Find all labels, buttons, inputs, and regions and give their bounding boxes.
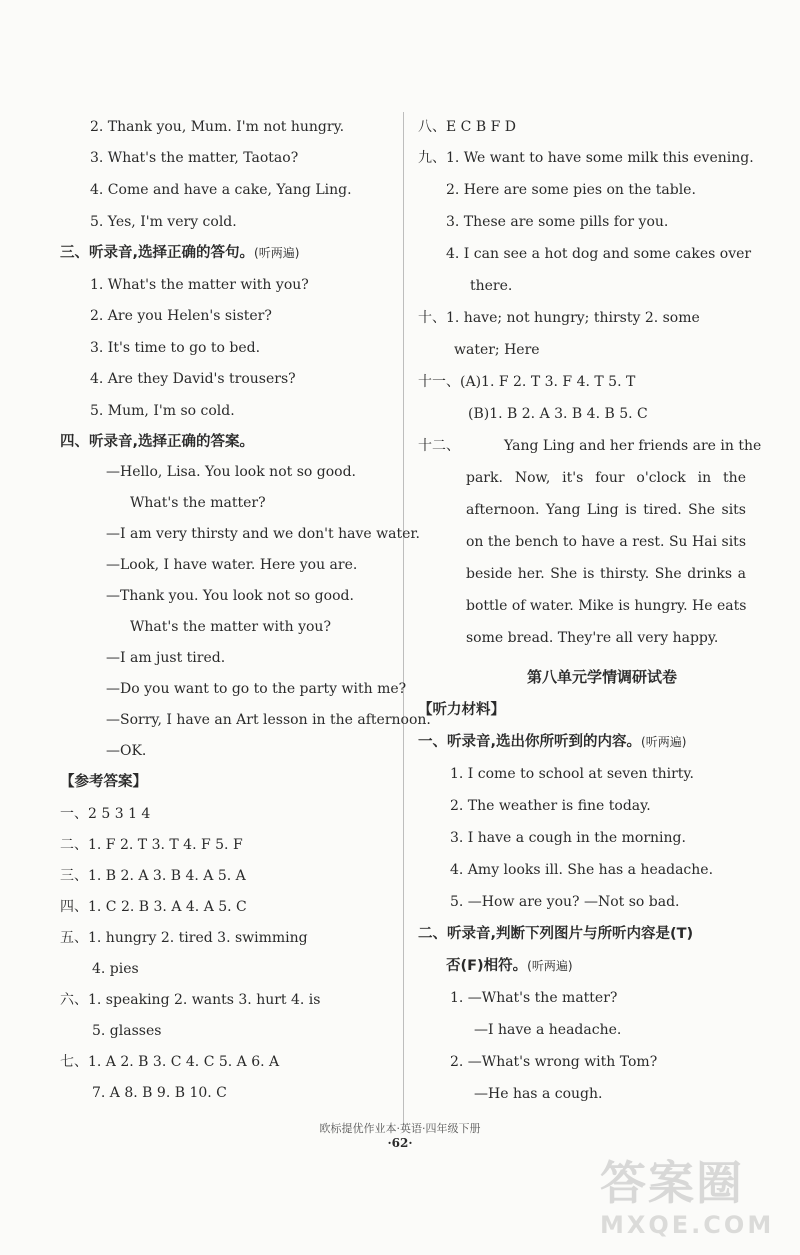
sec3-item-2: 2. Are you Helen's sister? <box>90 308 272 324</box>
dialog-line-5: —Thank you. You look not so good. <box>106 588 354 604</box>
left-line-1: 2. Thank you, Mum. I'm not hungry. <box>90 119 345 135</box>
s2-item-1: 1. —What's the matter? <box>450 990 618 1006</box>
s1-item-2: 2. The weather is fine today. <box>450 798 651 814</box>
listening-section-1-heading: 一、听录音,选出你所听到的内容。(听两遍) <box>418 734 687 750</box>
left-line-2: 3. What's the matter, Taotao? <box>90 150 299 166</box>
answer-9-2: 2. Here are some pies on the table. <box>446 182 696 198</box>
dialog-line-1: —Hello, Lisa. You look not so good. <box>106 464 356 480</box>
answer-6b: 5. glasses <box>92 1023 162 1039</box>
answer-9-4: 4. I can see a hot dog and some cakes over <box>446 246 752 262</box>
sec3-item-1: 1. What's the matter with you? <box>90 277 309 293</box>
passage-line: some bread. They're all very happy. <box>466 630 719 646</box>
s1-item-5: 5. —How are you? —Not so bad. <box>450 894 680 910</box>
dialog-line-3: —I am very thirsty and we don't have water. <box>106 526 420 542</box>
dialog-line-7: —I am just tired. <box>106 650 226 666</box>
s1-item-4: 4. Amy looks ill. She has a headache. <box>450 862 714 878</box>
passage-line: on the bench to have a rest. Su Hai sits <box>466 534 746 550</box>
answer-5b: 4. pies <box>92 961 139 977</box>
listening-section-2-heading: 二、听录音,判断下列图片与所听内容是(T) <box>418 926 694 942</box>
answer-12-label: 十二、 <box>418 438 460 454</box>
sec3-item-3: 3. It's time to go to bed. <box>90 340 261 356</box>
passage-line: Yang Ling and her friends are in the <box>504 438 762 454</box>
footer-book-title: 欧标提优作业本·英语·四年级下册 <box>319 1122 481 1135</box>
dialog-line-2: What's the matter? <box>130 495 266 511</box>
answer-10b: water; Here <box>454 342 540 358</box>
unit-title: 第八单元学情调研试卷 <box>526 668 677 686</box>
answer-4: 四、1. C 2. B 3. A 4. A 5. C <box>60 899 247 915</box>
sec3-item-5: 5. Mum, I'm so cold. <box>90 403 235 419</box>
s2-item-1b: —I have a headache. <box>474 1022 622 1038</box>
s2-item-2: 2. —What's wrong with Tom? <box>450 1054 658 1070</box>
answer-10: 十、1. have; not hungry; thirsty 2. some <box>418 310 700 326</box>
column-divider <box>403 112 404 1132</box>
passage-line: beside her. She is thirsty. She drinks a <box>466 566 746 582</box>
s2-item-2b: —He has a cough. <box>474 1086 603 1102</box>
answer-7b: 7. A 8. B 9. B 10. C <box>92 1085 227 1101</box>
watermark-text: 答案圈 <box>600 1156 744 1210</box>
answer-1: 一、2 5 3 1 4 <box>60 806 151 822</box>
answer-6: 六、1. speaking 2. wants 3. hurt 4. is <box>60 992 321 1008</box>
answer-8: 八、E C B F D <box>418 119 516 135</box>
answer-9-1: 九、1. We want to have some milk this evening. <box>418 150 754 166</box>
dialog-line-6: What's the matter with you? <box>130 619 331 635</box>
watermark-logo <box>600 1155 790 1250</box>
sec3-item-4: 4. Are they David's trousers? <box>90 371 296 387</box>
section-4-heading: 四、听录音,选择正确的答案。 <box>60 434 255 450</box>
dialog-line-10: —OK. <box>106 743 147 759</box>
s1-item-3: 3. I have a cough in the morning. <box>450 830 686 846</box>
dialog-line-9: —Sorry, I have an Art lesson in the afternoon. <box>106 712 431 728</box>
passage-line: park. Now, it's four o'clock in the <box>466 470 746 486</box>
answer-11b: (B)1. B 2. A 3. B 4. B 5. C <box>468 406 648 422</box>
dialog-line-8: —Do you want to go to the party with me? <box>106 681 407 697</box>
listening-heading: 【听力材料】 <box>418 702 505 718</box>
answers-heading: 【参考答案】 <box>60 774 147 790</box>
listening-section-2-heading-cont: 否(F)相符。(听两遍) <box>446 958 573 974</box>
s1-item-1: 1. I come to school at seven thirty. <box>450 766 694 782</box>
answer-9-3: 3. These are some pills for you. <box>446 214 669 230</box>
page-number: ·62· <box>387 1136 413 1150</box>
answer-12-passage <box>466 430 762 654</box>
left-line-4: 5. Yes, I'm very cold. <box>90 214 237 230</box>
passage-line: afternoon. Yang Ling is tired. She sits <box>466 502 746 518</box>
passage-line: bottle of water. Mike is hungry. He eats <box>466 598 747 614</box>
answer-9-4b: there. <box>470 278 513 294</box>
answer-7: 七、1. A 2. B 3. C 4. C 5. A 6. A <box>60 1054 280 1070</box>
answer-5: 五、1. hungry 2. tired 3. swimming <box>60 930 308 946</box>
dialog-line-4: —Look, I have water. Here you are. <box>106 557 358 573</box>
answer-11a: 十一、(A)1. F 2. T 3. F 4. T 5. T <box>418 374 636 390</box>
watermark-url: MXQE.COM <box>600 1211 775 1239</box>
answer-2: 二、1. F 2. T 3. T 4. F 5. F <box>60 837 243 853</box>
answer-3: 三、1. B 2. A 3. B 4. A 5. A <box>60 868 246 884</box>
section-3-heading: 三、听录音,选择正确的答句。(听两遍) <box>60 245 300 261</box>
left-line-3: 4. Come and have a cake, Yang Ling. <box>90 182 352 198</box>
